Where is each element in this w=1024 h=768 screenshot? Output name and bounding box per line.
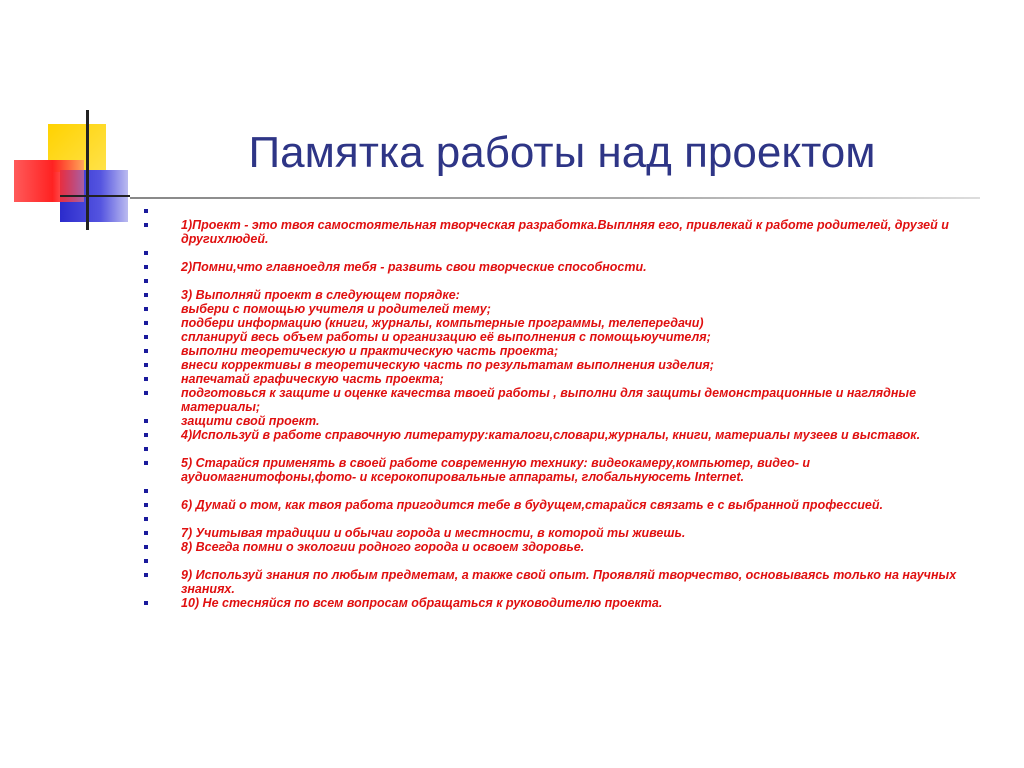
square-bullet-icon [144, 391, 148, 395]
square-bullet-icon [144, 307, 148, 311]
square-bullet-icon [144, 419, 148, 423]
list-item [144, 540, 964, 554]
list-item [144, 204, 964, 218]
list-item-text: 9) Используй знания по любым предметам, а также свой опыт. Проявляй творчество, основываясь только на научных знаниях. [181, 568, 957, 596]
list-item [144, 358, 964, 372]
list-item [144, 498, 964, 512]
square-bullet-icon [144, 279, 148, 283]
list-item-text: внеси коррективы в теоретическую часть по результатам выполнения изделия; [181, 358, 714, 372]
list-item [144, 428, 964, 442]
memo-list [144, 204, 964, 610]
square-bullet-icon [144, 335, 148, 339]
list-item [144, 554, 964, 568]
list-item [144, 330, 964, 344]
square-bullet-icon [144, 545, 148, 549]
list-item-text: 7) Учитывая традиции и обычаи города и местности, в которой ты живешь. [181, 526, 686, 540]
square-bullet-icon [144, 573, 148, 577]
square-bullet-icon [144, 293, 148, 297]
list-item-text: напечатай графическую часть проекта; [181, 372, 444, 386]
list-item [144, 456, 964, 484]
list-item-text: спланируй весь объем работы и организацию её выполнения с помощьюучителя; [181, 330, 711, 344]
list-item [144, 484, 964, 498]
list-item-text: защити свой проект. [181, 414, 320, 428]
square-bullet-icon [144, 265, 148, 269]
square-bullet-icon [144, 601, 148, 605]
list-item [144, 526, 964, 540]
list-item-text: 10) Не стесняйся по всем вопросам обращаться к руководителю проекта. [181, 596, 663, 610]
slide-title: Памятка работы над проектом [248, 128, 876, 177]
list-item-text: выполни теоретическую и практическую часть проекта; [181, 344, 559, 358]
list-item [144, 372, 964, 386]
list-item-text: 5) Старайся применять в своей работе современную технику: видеокамеру,компьютер, видео- и аудиомагнитофоны,фото- и ксерокопировальные аппараты, глобальнуюсеть Internet. [181, 456, 811, 484]
square-bullet-icon [144, 517, 148, 521]
list-item [144, 246, 964, 260]
list-item [144, 302, 964, 316]
list-item [144, 344, 964, 358]
list-item-text: подбери информацию (книги, журналы, компьтерные программы, телепередачи) [181, 316, 704, 330]
list-item [144, 218, 964, 246]
list-item [144, 288, 964, 302]
list-item-text: подготовься к защите и оценке качества твоей работы , выполни для защиты демонстрационные и наглядные материалы; [181, 386, 917, 414]
list-item-text: выбери с помощью учителя и родителей тему; [181, 302, 491, 316]
square-bullet-icon [144, 321, 148, 325]
square-bullet-icon [144, 377, 148, 381]
square-bullet-icon [144, 531, 148, 535]
list-item-text: 8) Всегда помни о экологии родного города и освоем здоровье. [181, 540, 585, 554]
square-bullet-icon [144, 363, 148, 367]
list-item [144, 274, 964, 288]
square-bullet-icon [144, 209, 148, 213]
list-item [144, 386, 964, 414]
title-underline-rule [130, 197, 980, 199]
decor-horizontal-line [60, 195, 130, 197]
list-item-text: 4)Используй в работе справочную литературу:каталоги,словари,журналы, книги, материалы музеев и выставок. [181, 428, 921, 442]
list-item-text: 1)Проект - это твоя самостоятельная творческая разработка.Выплняя его, привлекай к работе родителей, друзей и другихлюдей. [181, 218, 949, 246]
square-bullet-icon [144, 503, 148, 507]
list-item [144, 414, 964, 428]
square-bullet-icon [144, 461, 148, 465]
list-item [144, 596, 964, 610]
square-bullet-icon [144, 223, 148, 227]
list-item [144, 512, 964, 526]
square-bullet-icon [144, 489, 148, 493]
list-item-text: 2)Помни,что главноедля тебя - развить свои творческие способности. [181, 260, 647, 274]
square-bullet-icon [144, 559, 148, 563]
list-item [144, 568, 964, 596]
square-bullet-icon [144, 447, 148, 451]
list-item [144, 442, 964, 456]
list-item-text: 6) Думай о том, как твоя работа пригодится тебе в будущем,старайся связать е с выбранной профессией. [181, 498, 883, 512]
square-bullet-icon [144, 349, 148, 353]
list-item [144, 260, 964, 274]
square-bullet-icon [144, 251, 148, 255]
list-item-text: 3) Выполняй проект в следующем порядке: [181, 288, 460, 302]
square-bullet-icon [144, 433, 148, 437]
list-item [144, 316, 964, 330]
